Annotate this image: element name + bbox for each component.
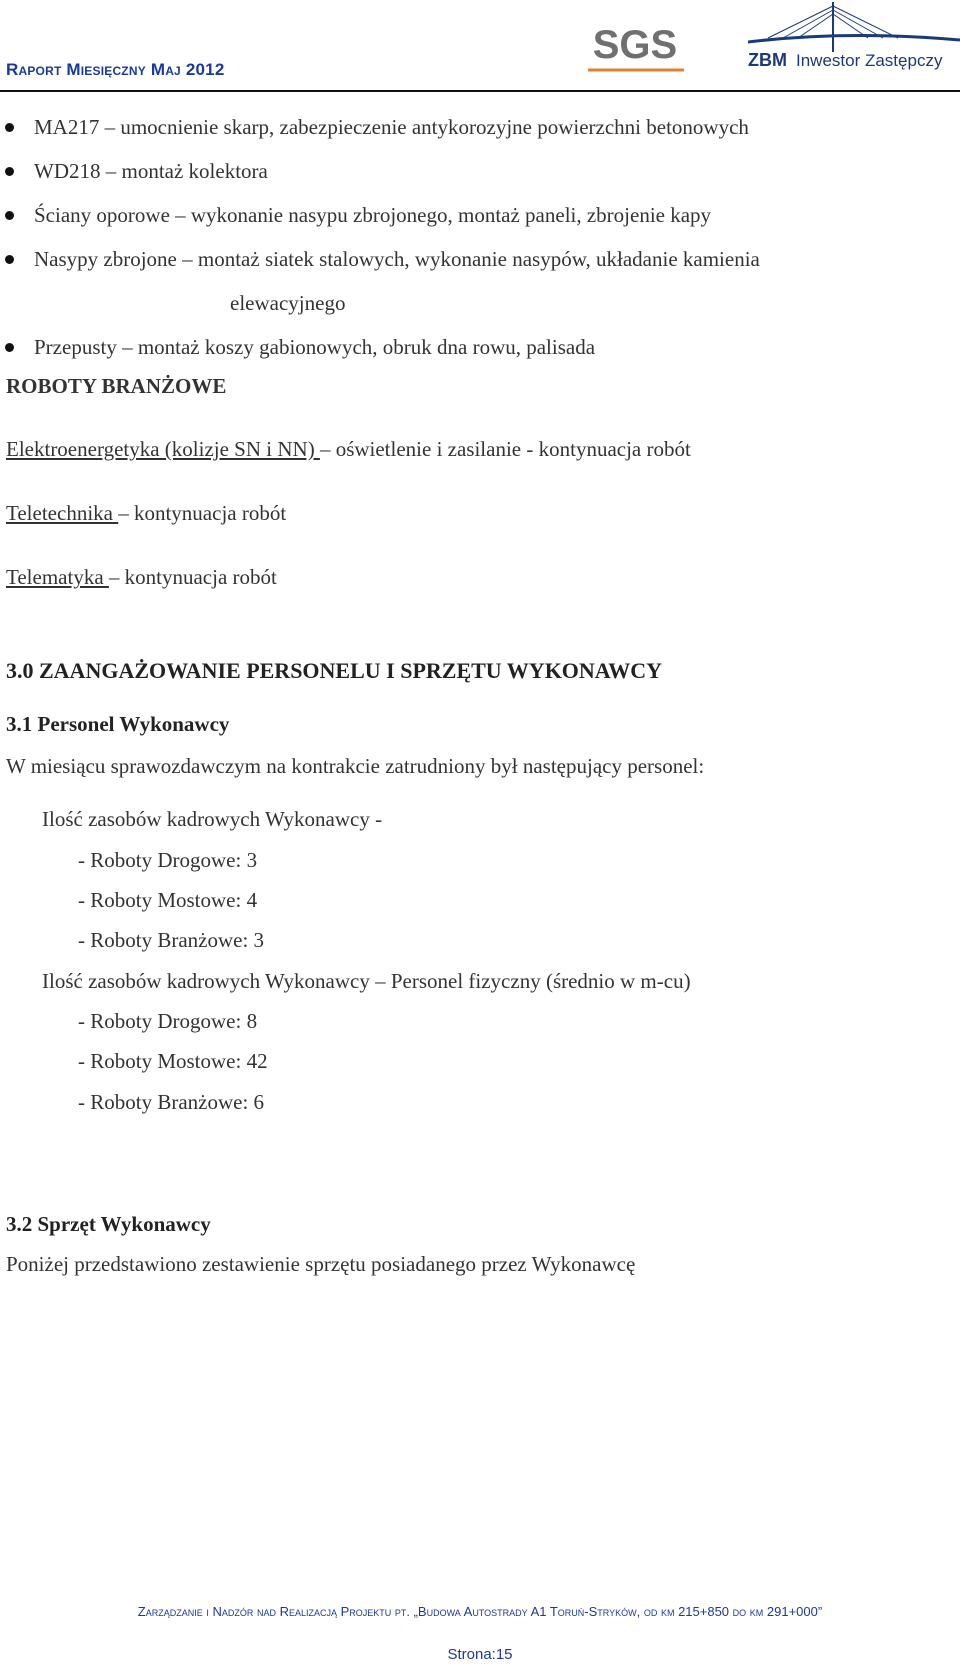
- sgs-logo: [580, 22, 690, 80]
- bullet-icon: [5, 255, 14, 264]
- bullet-icon: [5, 123, 14, 132]
- header-divider: [0, 90, 960, 92]
- branch-item-elektroenergetyka: [6, 437, 691, 462]
- kadry-item-branzowe: - Roboty Branżowe: 3: [78, 928, 265, 952]
- subsection-heading-3-1: 3.1 Personel Wykonawcy: [6, 712, 230, 736]
- list-item: [0, 237, 960, 325]
- fizyczny-item-drogowe: - Roboty Drogowe: 8: [78, 1009, 258, 1033]
- works-bullet-list: [0, 105, 960, 369]
- branch-item-desc: – kontynuacja robót: [108, 565, 277, 589]
- kadry-item-mostowe: - Roboty Mostowe: 4: [78, 888, 258, 912]
- bullet-icon: [5, 211, 14, 220]
- list-item-text: Przepusty – montaż koszy gabionowych, obruk dna rowu, palisada: [34, 335, 596, 359]
- branch-item-desc: – oświetlenie i zasilanie - kontynuacja robót: [319, 437, 691, 461]
- fizyczny-label: Ilość zasobów kadrowych Wykonawcy – Personel fizyczny (średnio w m-cu): [42, 969, 691, 993]
- zbm-logo: [748, 0, 960, 88]
- zbm-logo-text: ZBM: [748, 50, 787, 70]
- personnel-intro: W miesiącu sprawozdawczym na kontrakcie zatrudniony był następujący personel:: [6, 754, 705, 778]
- branch-item-desc: – kontynuacja robót: [118, 501, 287, 525]
- fizyczny-item-mostowe: - Roboty Mostowe: 42: [78, 1049, 268, 1073]
- sgs-logo-text: SGS: [592, 23, 678, 67]
- branch-item-name: Telematyka: [6, 565, 109, 589]
- list-item: [0, 149, 960, 193]
- fizyczny-item-branzowe: - Roboty Branżowe: 6: [78, 1090, 265, 1114]
- list-item: [0, 105, 960, 149]
- kadry-label: Ilość zasobów kadrowych Wykonawcy -: [42, 807, 383, 831]
- section-heading-roboty-branzowe: ROBOTY BRANŻOWE: [6, 374, 227, 398]
- list-item-text: WD218 – montaż kolektora: [34, 159, 268, 183]
- list-item-text: Ściany oporowe – wykonanie nasypu zbrojonego, montaż paneli, zbrojenie kapy: [34, 203, 712, 227]
- list-item-continuation: elewacyjnego: [230, 291, 346, 315]
- branch-item-name: Elektroenergetyka (kolizje SN i NN): [6, 437, 320, 461]
- branch-item-telematyka: [6, 565, 277, 590]
- branch-item-teletechnika: [6, 501, 286, 526]
- section-heading-3-0: 3.0 ZAANGAŻOWANIE PERSONELU I SPRZĘTU WYKONAWCY: [6, 658, 663, 683]
- page-number: Strona:15: [447, 1646, 513, 1663]
- footer-project-title: Zarządzanie i Nadzór nad Realizacją Projektu pt. „Budowa Autostrady A1 Toruń-Stryków, od km 215+850 do km 291+000”: [137, 1604, 823, 1619]
- zbm-logo-subtext: Inwestor Zastępczy: [796, 51, 943, 70]
- list-item-text: Nasypy zbrojone – montaż siatek stalowych, wykonanie nasypów, układanie kamienia: [34, 247, 760, 271]
- kadry-item-drogowe: - Roboty Drogowe: 3: [78, 848, 258, 872]
- equipment-intro: Poniżej przedstawiono zestawienie sprzętu posiadanego przez Wykonawcę: [6, 1252, 636, 1276]
- subsection-heading-3-2: 3.2 Sprzęt Wykonawcy: [6, 1212, 211, 1236]
- list-item: [0, 325, 960, 369]
- bullet-icon: [5, 343, 14, 352]
- list-item: [0, 193, 960, 237]
- report-title: Raport Miesięczny Maj 2012: [6, 60, 225, 79]
- list-item-text: MA217 – umocnienie skarp, zabezpieczenie antykorozyjne powierzchni betonowych: [34, 115, 749, 139]
- branch-item-name: Teletechnika: [6, 501, 119, 525]
- bullet-icon: [5, 167, 14, 176]
